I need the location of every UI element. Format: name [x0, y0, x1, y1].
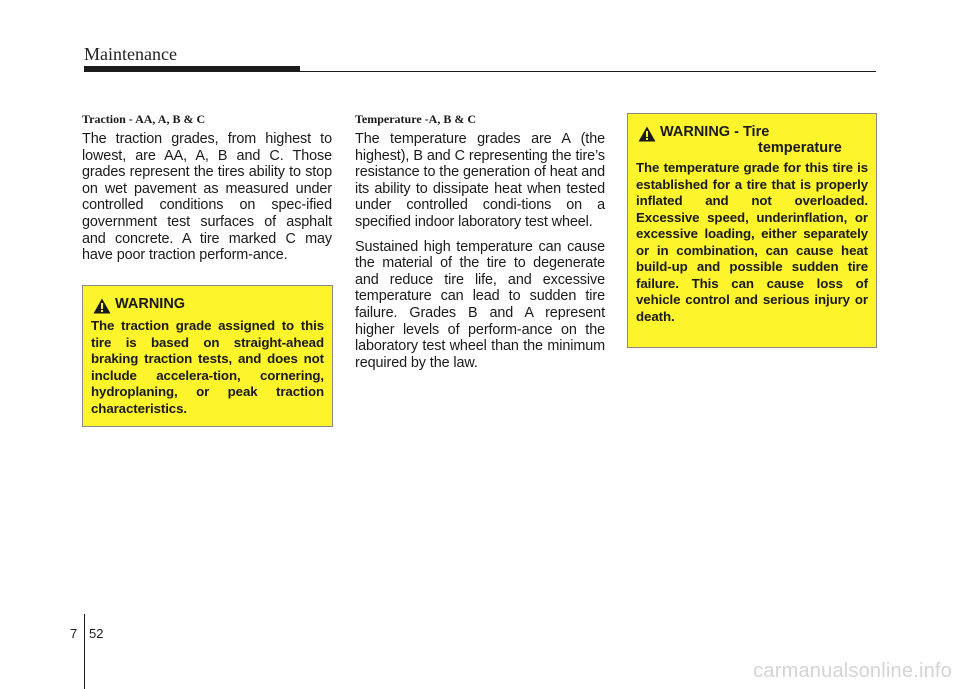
warning-title-line-2: temperature — [758, 140, 842, 156]
warning-title-row — [91, 296, 324, 314]
traction-heading: Traction - AA, A, B & C — [82, 112, 206, 126]
warning-title-row — [636, 124, 868, 156]
temperature-paragraph-1: The temperature grades are A (the highest), B and C representing the tire’s resistance to the generation of heat and its ability to dissipate heat when tested under controlled condi-tions on a specified indoor laboratory test wheel. — [355, 131, 605, 230]
temperature-paragraph-2: Sustained high temperature can cause the material of the tire to degenerate and reduce tire life, and excessive temperature can lead to sudden tire failure. Grades B and A represent higher levels of perform-ance on the laboratory test wheel than the minimum required by the law. — [355, 238, 605, 371]
footer-divider — [84, 614, 85, 689]
temperature-warning-box — [627, 113, 877, 348]
temperature-heading: Temperature -A, B & C — [355, 112, 476, 126]
section-title: Maintenance — [84, 44, 177, 64]
temperature-section — [355, 112, 605, 379]
header-bar — [84, 66, 300, 72]
traction-section — [82, 112, 332, 272]
warning-text: The traction grade assigned to this tire is based on straight-ahead braking traction tests, and does not include accelera-tion, cornering, hydroplaning, or peak traction characteristics. — [91, 318, 324, 416]
traction-paragraph: The traction grades, from highest to lowest, are AA, A, B and C. Those grades represent the tires ability to stop on wet pavement as measured under controlled conditions on spec-ified government test surfaces of asphalt and concrete. A tire marked C may have poor traction perform-ance. — [82, 131, 332, 264]
watermark: carmanualsonline.info — [753, 660, 952, 682]
warning-title — [660, 124, 842, 156]
traction-warning-box — [82, 285, 333, 427]
page-number: 52 — [89, 626, 104, 641]
header-rule — [300, 71, 876, 72]
chapter-number: 7 — [70, 626, 78, 641]
warning-text: The temperature grade for this tire is established for a tire that is properly inflated and not overloaded. Excessive speed, underinflation, or excessive loading, either separately or in combination, can cause heat build-up and possible sudden tire failure. This can cause loss of vehicle control and serious injury or death. — [636, 160, 868, 324]
warning-triangle-icon — [638, 126, 656, 142]
warning-triangle-icon — [93, 298, 111, 314]
warning-title-line-1: WARNING - Tire — [660, 124, 770, 140]
warning-title: WARNING — [115, 296, 186, 312]
